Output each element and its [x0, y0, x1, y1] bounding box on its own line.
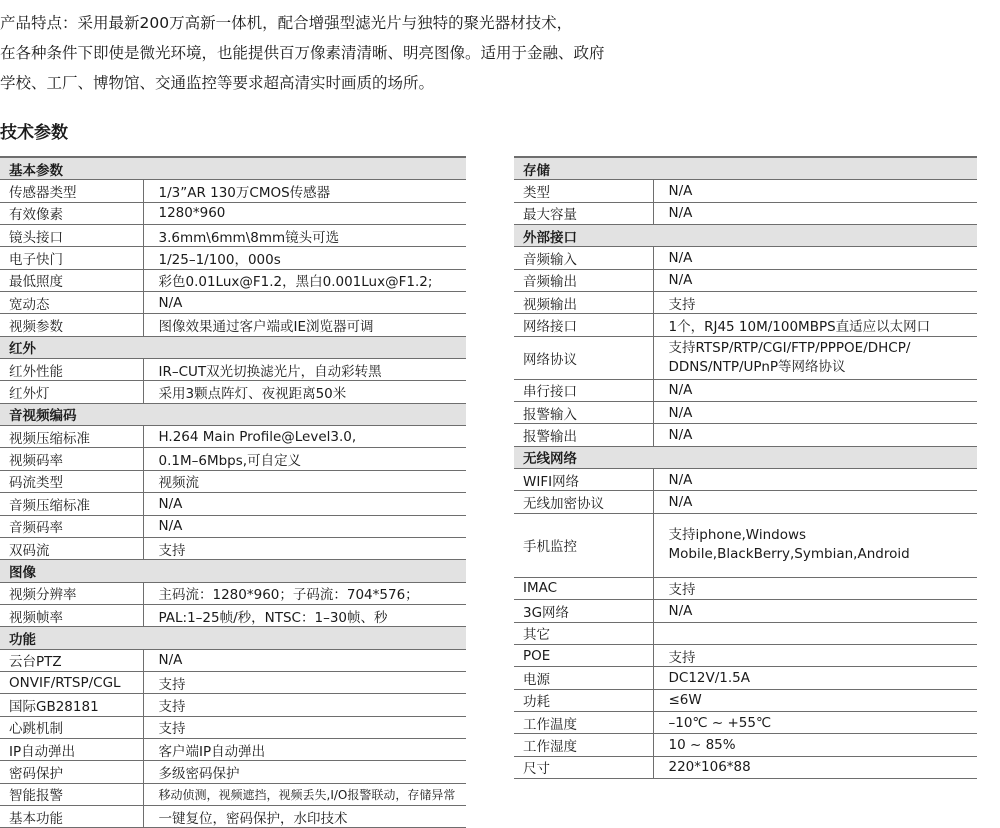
- spec-value: 支持: [143, 716, 466, 738]
- spec-name: 基本功能: [0, 805, 143, 827]
- spec-name: 音频输出: [514, 269, 653, 291]
- spec-row: [0, 292, 466, 314]
- spec-value: 支持: [143, 671, 466, 693]
- spec-value: 图像效果通过客户端或IE浏览器可调: [143, 314, 466, 336]
- spec-row: [0, 359, 466, 381]
- spec-row: [514, 711, 977, 733]
- spec-row: [514, 247, 977, 269]
- spec-value: 10 ~ 85%: [653, 734, 977, 756]
- spec-name: 工作湿度: [514, 734, 653, 756]
- spec-value: 1/3”AR 130万CMOS传感器: [143, 180, 466, 202]
- spec-row: [0, 247, 466, 269]
- spec-name: 码流类型: [0, 470, 143, 492]
- spec-row: [514, 269, 977, 291]
- spec-name: 电子快门: [0, 247, 143, 269]
- spec-name: ONVIF/RTSP/CGL: [0, 671, 143, 693]
- spec-row: [514, 667, 977, 689]
- spec-value: N/A: [143, 292, 466, 314]
- spec-row: [514, 424, 977, 446]
- category-row: [0, 560, 466, 582]
- spec-row: [514, 622, 977, 644]
- category-row: [514, 446, 977, 468]
- spec-name: 视频输出: [514, 292, 653, 314]
- spec-name: 密码保护: [0, 761, 143, 783]
- spec-value: 220*106*88: [653, 756, 977, 778]
- spec-name: 有效像素: [0, 202, 143, 224]
- category-label: 音视频编码: [0, 403, 466, 425]
- spec-row: [0, 448, 466, 470]
- spec-value: N/A: [653, 202, 977, 224]
- section-title: 技术参数: [0, 123, 68, 143]
- spec-name: IMAC: [514, 577, 653, 599]
- spec-row: [514, 513, 977, 577]
- spec-name: 视频码率: [0, 448, 143, 470]
- spec-row: [514, 292, 977, 314]
- spec-row: [0, 426, 466, 448]
- spec-row: [514, 491, 977, 513]
- spec-name: 音频码率: [0, 515, 143, 537]
- spec-value: 支持: [653, 292, 977, 314]
- category-row: [514, 157, 977, 180]
- spec-name: WIFI网络: [514, 469, 653, 491]
- spec-name: 红外性能: [0, 359, 143, 381]
- spec-row: [0, 694, 466, 716]
- spec-value: 1个，RJ45 10M/100MBPS直适应以太网口: [653, 314, 977, 336]
- product-intro: [0, 8, 990, 98]
- spec-row: [514, 402, 977, 424]
- spec-row: [0, 582, 466, 604]
- spec-row: [514, 469, 977, 491]
- spec-name: 报警输入: [514, 402, 653, 424]
- intro-line-2: 在各种条件下即使是微光环境，也能提供百万像素清清晰、明亮图像。适用于金融、政府: [0, 44, 605, 62]
- spec-value: N/A: [653, 402, 977, 424]
- spec-row: [514, 180, 977, 202]
- spec-value: 支持: [653, 577, 977, 599]
- intro-line-3: 学校、工厂、博物馆、交通监控等要求超高清实时画质的场所。: [0, 74, 435, 92]
- spec-row: [514, 734, 977, 756]
- spec-name: IP自动弹出: [0, 738, 143, 760]
- spec-row: [0, 649, 466, 671]
- spec-table-right: [514, 156, 977, 779]
- spec-value: [653, 622, 977, 644]
- spec-value: N/A: [653, 247, 977, 269]
- spec-value: N/A: [143, 515, 466, 537]
- category-label: 图像: [0, 560, 466, 582]
- category-row: [0, 403, 466, 425]
- intro-line-1: 产品特点：采用最新200万高新一体机，配合增强型滤光片与独特的聚光器材技术，: [0, 14, 573, 32]
- spec-row: [0, 604, 466, 626]
- spec-value: 支持RTSP/RTP/CGI/FTP/PPPOE/DHCP/ DDNS/NTP/UPnP等网络协议: [653, 336, 977, 379]
- spec-name: POE: [514, 644, 653, 666]
- category-label: 外部接口: [514, 225, 977, 247]
- spec-value: 3.6mm\6mm\8mm镜头可选: [143, 225, 466, 247]
- spec-value: H.264 Main Profile@Level3.0,: [143, 426, 466, 448]
- spec-name: 视频参数: [0, 314, 143, 336]
- spec-value: DC12V/1.5A: [653, 667, 977, 689]
- spec-value: N/A: [653, 491, 977, 513]
- spec-value: N/A: [653, 180, 977, 202]
- spec-value: –10℃ ~ +55℃: [653, 711, 977, 733]
- spec-name: 工作温度: [514, 711, 653, 733]
- spec-value: N/A: [653, 269, 977, 291]
- spec-row: [0, 202, 466, 224]
- spec-row: [0, 761, 466, 783]
- spec-row: [0, 515, 466, 537]
- category-label: 红外: [0, 336, 466, 358]
- spec-name: 音频压缩标准: [0, 493, 143, 515]
- spec-value: 采用3颗点阵灯、夜视距离50米: [143, 381, 466, 403]
- spec-name: 类型: [514, 180, 653, 202]
- spec-name: 报警输出: [514, 424, 653, 446]
- spec-value: N/A: [653, 379, 977, 401]
- spec-row: [0, 738, 466, 760]
- spec-value: ≤6W: [653, 689, 977, 711]
- spec-name: 网络协议: [514, 336, 653, 379]
- spec-row: [514, 644, 977, 666]
- spec-name: 功耗: [514, 689, 653, 711]
- spec-value: 支持iphone,Windows Mobile,BlackBerry,Symbian,Android: [653, 513, 977, 577]
- spec-value: 彩色0.01Lux@F1.2，黑白0.001Lux@F1.2;: [143, 269, 466, 291]
- spec-value: 1280*960: [143, 202, 466, 224]
- spec-row: [0, 180, 466, 202]
- spec-name: 智能报警: [0, 783, 143, 805]
- spec-name: 3G网络: [514, 600, 653, 622]
- spec-row: [514, 600, 977, 622]
- spec-value: N/A: [143, 649, 466, 671]
- spec-value: N/A: [653, 424, 977, 446]
- spec-row: [514, 314, 977, 336]
- spec-name: 其它: [514, 622, 653, 644]
- spec-value: 移动侦测，视频遮挡，视频丢失,I/O报警联动，存储异常: [143, 783, 466, 805]
- spec-name: 国际GB28181: [0, 694, 143, 716]
- spec-row: [0, 716, 466, 738]
- spec-value: 视频流: [143, 470, 466, 492]
- spec-name: 网络接口: [514, 314, 653, 336]
- spec-row: [0, 269, 466, 291]
- spec-name: 最大容量: [514, 202, 653, 224]
- spec-name: 云台PTZ: [0, 649, 143, 671]
- spec-value: 1/25–1/100，000s: [143, 247, 466, 269]
- spec-row: [0, 537, 466, 559]
- spec-name: 视频帧率: [0, 604, 143, 626]
- category-row: [0, 157, 466, 180]
- spec-row: [514, 336, 977, 379]
- spec-value: 客户端IP自动弹出: [143, 738, 466, 760]
- spec-value: N/A: [143, 493, 466, 515]
- spec-value: 支持: [143, 694, 466, 716]
- spec-name: 心跳机制: [0, 716, 143, 738]
- spec-row: [0, 783, 466, 805]
- spec-name: 镜头接口: [0, 225, 143, 247]
- category-label: 基本参数: [0, 157, 466, 180]
- spec-value: 主码流：1280*960；子码流：704*576；: [143, 582, 466, 604]
- spec-row: [514, 202, 977, 224]
- spec-name: 传感器类型: [0, 180, 143, 202]
- category-row: [0, 336, 466, 358]
- spec-row: [514, 756, 977, 778]
- spec-row: [0, 470, 466, 492]
- spec-row: [0, 805, 466, 827]
- spec-name: 手机监控: [514, 513, 653, 577]
- spec-value: 0.1M–6Mbps,可自定义: [143, 448, 466, 470]
- spec-name: 视频分辨率: [0, 582, 143, 604]
- category-label: 无线网络: [514, 446, 977, 468]
- spec-name: 串行接口: [514, 379, 653, 401]
- category-row: [0, 627, 466, 649]
- spec-name: 无线加密协议: [514, 491, 653, 513]
- category-label: 存储: [514, 157, 977, 180]
- spec-row: [514, 689, 977, 711]
- spec-table-left: [0, 156, 466, 828]
- spec-row: [514, 379, 977, 401]
- spec-row: [0, 493, 466, 515]
- spec-value: 一键复位，密码保护，水印技术: [143, 805, 466, 827]
- spec-name: 尺寸: [514, 756, 653, 778]
- spec-name: 电源: [514, 667, 653, 689]
- spec-value: 多级密码保护: [143, 761, 466, 783]
- spec-value: N/A: [653, 469, 977, 491]
- spec-name: 最低照度: [0, 269, 143, 291]
- spec-value: N/A: [653, 600, 977, 622]
- spec-value: PAL:1–25帧/秒，NTSC：1–30帧、秒: [143, 604, 466, 626]
- spec-row: [0, 314, 466, 336]
- spec-row: [0, 225, 466, 247]
- category-label: 功能: [0, 627, 466, 649]
- spec-value: 支持: [653, 644, 977, 666]
- spec-name: 宽动态: [0, 292, 143, 314]
- spec-name: 双码流: [0, 537, 143, 559]
- spec-row: [514, 577, 977, 599]
- spec-value: 支持: [143, 537, 466, 559]
- spec-value: IR–CUT双光切换滤光片，自动彩转黑: [143, 359, 466, 381]
- spec-row: [0, 671, 466, 693]
- spec-name: 视频压缩标准: [0, 426, 143, 448]
- spec-name: 红外灯: [0, 381, 143, 403]
- spec-name: 音频输入: [514, 247, 653, 269]
- category-row: [514, 225, 977, 247]
- spec-row: [0, 381, 466, 403]
